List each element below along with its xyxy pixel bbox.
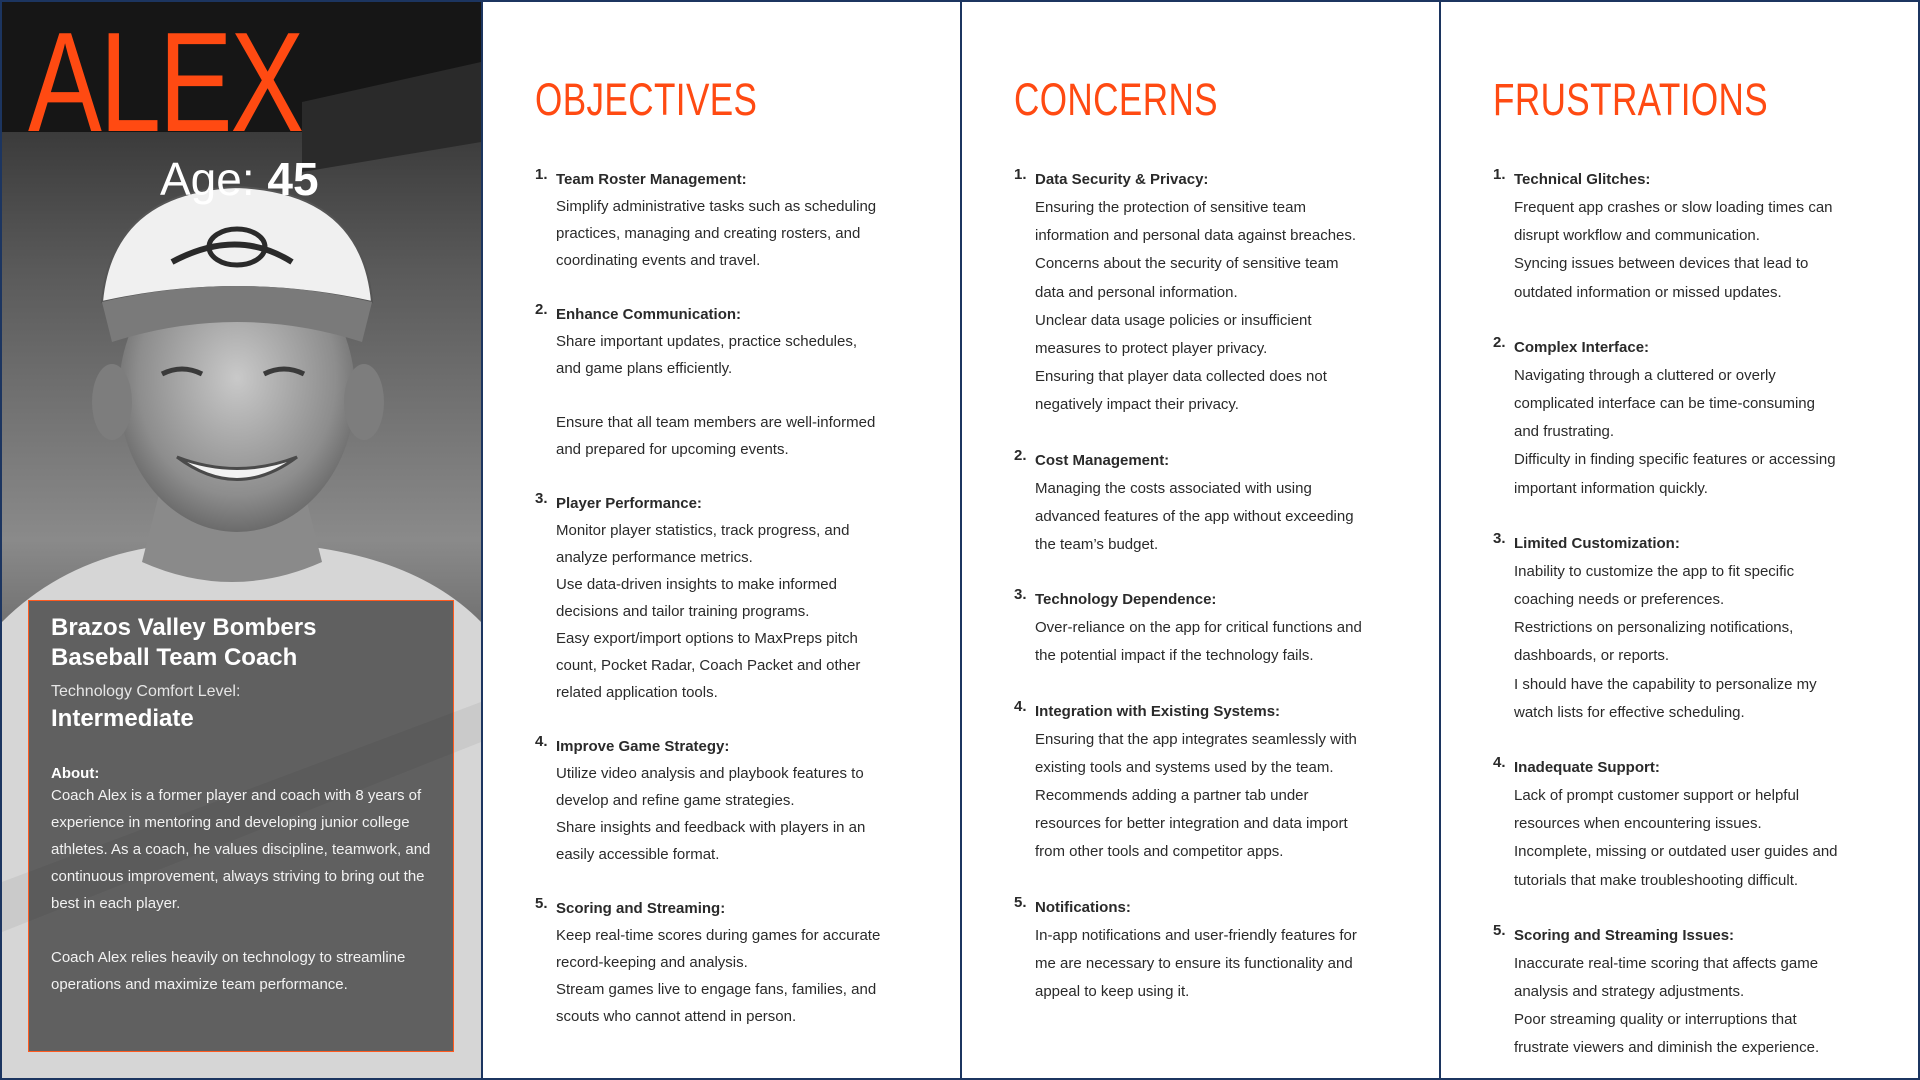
objectives-heading: OBJECTIVES <box>535 74 758 125</box>
list-item-number: 3. <box>1014 586 1027 604</box>
list-item-title: Notifications: <box>1035 898 1131 916</box>
list-item-line <box>556 382 920 409</box>
list-item-number: 4. <box>1493 754 1506 772</box>
list-item-line: Inability to customize the app to fit specific <box>1514 562 1795 580</box>
list-item-line: Share insights and feedback with players in an <box>556 819 866 836</box>
list-item-number: 2. <box>1493 333 1506 351</box>
list-item <box>535 895 920 1030</box>
list-spacer <box>1014 559 1399 586</box>
list-item-number: 3. <box>535 490 548 507</box>
list-spacer <box>1014 420 1399 447</box>
list-item-line: I should have the capability to personalize my <box>1514 675 1817 693</box>
list-item-line: appeal to keep using it. <box>1035 983 1190 1001</box>
concerns-column <box>960 2 1439 1078</box>
tech-comfort-level: Intermediate <box>51 705 194 732</box>
list-item-line: develop and refine game strategies. <box>556 792 795 809</box>
list-item-line: Over-reliance on the app for critical functions and <box>1035 619 1362 637</box>
list-item-line: Easy export/import options to MaxPreps pitch <box>556 630 858 647</box>
list-item-line: outdated information or missed updates. <box>1514 283 1782 301</box>
list-item-line: Concerns about the security of sensitive team <box>1035 255 1339 273</box>
list-item-line: resources for better integration and data import <box>1035 815 1348 833</box>
list-item-line: watch lists for effective scheduling. <box>1514 703 1745 721</box>
list-item-title: Integration with Existing Systems: <box>1035 702 1281 720</box>
list-item-line: coaching needs or preferences. <box>1514 591 1725 609</box>
list-item-line: Poor streaming quality or interruptions that <box>1514 1011 1797 1029</box>
list-item <box>1493 530 1878 727</box>
list-item-title: Team Roster Management: <box>556 171 747 188</box>
list-item-line: disrupt workflow and communication. <box>1514 227 1760 245</box>
list-item-body <box>556 895 920 1030</box>
list-item-body <box>556 490 920 706</box>
list-item-line: Lack of prompt customer support or helpful <box>1514 787 1800 805</box>
list-item-line: Navigating through a cluttered or overly <box>1514 366 1776 384</box>
list-spacer <box>1493 727 1878 754</box>
list-item <box>1493 334 1878 503</box>
list-item-body <box>556 301 920 463</box>
team-role: Baseball Team Coach <box>51 644 298 671</box>
list-item-line: Ensuring that the app integrates seamlessly with <box>1035 730 1357 748</box>
list-item <box>1014 894 1399 1007</box>
list-item-line: decisions and tailor training programs. <box>556 603 810 620</box>
frustrations-column <box>1439 2 1918 1078</box>
concerns-heading: CONCERNS <box>1014 74 1218 125</box>
list-item-line: information and personal data against breaches. <box>1035 227 1357 245</box>
list-item-line: dashboards, or reports. <box>1514 647 1670 665</box>
list-item-body <box>1035 894 1399 1007</box>
list-item <box>535 301 920 463</box>
list-item-line: the potential impact if the technology fails. <box>1035 647 1314 665</box>
list-item-line: analysis and strategy adjustments. <box>1514 983 1745 1001</box>
list-item <box>1014 447 1399 560</box>
list-item-number: 3. <box>1493 529 1506 547</box>
list-item-line: Managing the costs associated with using <box>1035 479 1312 497</box>
list-item-line: Restrictions on personalizing notifications, <box>1514 619 1794 637</box>
list-item-line: Simplify administrative tasks such as scheduling <box>556 198 877 215</box>
frustrations-heading: FRUSTRATIONS <box>1493 74 1769 125</box>
list-item-body <box>1514 166 1878 307</box>
concerns-list <box>1014 166 1399 1006</box>
list-item-line: Keep real-time scores during games for accurate <box>556 927 881 944</box>
list-item-title: Technical Glitches: <box>1514 171 1651 188</box>
about-heading: About: <box>51 765 100 782</box>
list-item-title: Enhance Communication: <box>556 306 742 323</box>
list-item-line: frustrate viewers and diminish the experience. <box>1514 1039 1820 1057</box>
list-item-number: 4. <box>535 733 548 750</box>
list-item-number: 1. <box>1014 166 1027 183</box>
list-spacer <box>535 706 920 733</box>
list-item-body <box>1035 447 1399 560</box>
list-item-title: Cost Management: <box>1035 451 1170 469</box>
list-spacer <box>1493 895 1878 922</box>
list-item-line: Unclear data usage policies or insufficient <box>1035 311 1312 329</box>
list-item-number: 1. <box>1493 166 1506 183</box>
list-item-line: analyze performance metrics. <box>556 549 753 566</box>
list-item-line: data and personal information. <box>1035 283 1238 301</box>
list-item-line: record-keeping and analysis. <box>556 954 748 971</box>
list-item-line: In-app notifications and user-friendly features for <box>1035 926 1357 944</box>
list-spacer <box>1014 671 1399 698</box>
objectives-list <box>535 166 920 1030</box>
list-item-line: Share important updates, practice schedules, <box>556 333 858 350</box>
list-item-number: 4. <box>1014 697 1027 715</box>
list-spacer <box>535 463 920 490</box>
list-item-line: and frustrating. <box>1514 423 1615 441</box>
list-item-title: Data Security & Privacy: <box>1035 171 1209 188</box>
list-spacer <box>1014 867 1399 894</box>
list-item-title: Improve Game Strategy: <box>556 738 730 755</box>
list-item <box>1014 166 1399 420</box>
list-item-line: complicated interface can be time-consuming <box>1514 395 1815 413</box>
list-item-title: Scoring and Streaming Issues: <box>1514 926 1735 944</box>
persona-profile-panel <box>2 2 481 1078</box>
objectives-column <box>481 2 960 1078</box>
list-item-body <box>1035 586 1399 670</box>
list-item <box>1014 586 1399 670</box>
persona-age <box>160 152 319 206</box>
list-item-number: 2. <box>535 301 548 318</box>
about-text <box>51 782 431 998</box>
list-item-line: count, Pocket Radar, Coach Packet and other <box>556 657 861 674</box>
list-item-line: advanced features of the app without exceeding <box>1035 507 1354 525</box>
list-item-title: Scoring and Streaming: <box>556 900 726 917</box>
list-item-line: practices, managing and creating rosters, and <box>556 225 861 242</box>
list-item-line: and prepared for upcoming events. <box>556 441 789 458</box>
list-item-line: coordinating events and travel. <box>556 252 761 269</box>
list-item <box>535 166 920 274</box>
list-item-body <box>1035 166 1399 420</box>
list-item-body <box>1514 530 1878 727</box>
list-item-line: Ensuring that player data collected does not <box>1035 368 1327 386</box>
list-item-line: Recommends adding a partner tab under <box>1035 787 1309 805</box>
persona-name: ALEX <box>28 3 302 162</box>
list-item-line: Incomplete, missing or outdated user guides and <box>1514 843 1838 861</box>
list-item-body <box>556 733 920 868</box>
list-spacer <box>1493 503 1878 530</box>
list-item-line: me are necessary to ensure its functionality and <box>1035 954 1353 972</box>
list-item-line: existing tools and systems used by the team. <box>1035 758 1334 776</box>
list-spacer <box>1493 307 1878 334</box>
list-item-number: 5. <box>1014 893 1027 911</box>
age-value: 45 <box>267 153 319 205</box>
list-item-title: Complex Interface: <box>1514 338 1650 356</box>
about-paragraph: Coach Alex relies heavily on technology to streamline operations and maximize team performance. <box>51 949 406 993</box>
list-spacer <box>535 274 920 301</box>
list-item-line: resources when encountering issues. <box>1514 815 1762 833</box>
list-item-line: Monitor player statistics, track progress, and <box>556 522 850 539</box>
list-item-number: 2. <box>1014 446 1027 464</box>
frustrations-list <box>1493 166 1878 1063</box>
age-label: Age: <box>160 153 255 205</box>
list-item-line: measures to protect player privacy. <box>1035 340 1268 358</box>
list-item-line: Ensure that all team members are well-informed <box>556 414 876 431</box>
list-item-line: Utilize video analysis and playbook features to <box>556 765 864 782</box>
list-spacer <box>535 868 920 895</box>
list-item-title: Inadequate Support: <box>1514 759 1660 777</box>
list-item <box>535 733 920 868</box>
list-item-line: important information quickly. <box>1514 479 1708 497</box>
persona-info-box <box>28 600 454 1052</box>
list-item-line: and game plans efficiently. <box>556 360 733 377</box>
list-item <box>535 490 920 706</box>
list-item-line: scouts who cannot attend in person. <box>556 1008 797 1025</box>
about-paragraph: Coach Alex is a former player and coach with 8 years of experience in mentoring and developing junior college athletes. As a coach, he values discipline, teamwork, and continuous improvement, always striving to bring out the best in each player. <box>51 787 431 912</box>
list-item-line: tutorials that make troubleshooting difficult. <box>1514 871 1799 889</box>
list-item-title: Player Performance: <box>556 495 702 512</box>
list-item-number: 1. <box>535 166 548 183</box>
list-item-line: negatively impact their privacy. <box>1035 396 1239 414</box>
list-item-body <box>1514 922 1878 1063</box>
team-name: Brazos Valley Bombers <box>51 614 317 641</box>
tech-comfort-label: Technology Comfort Level: <box>51 683 241 700</box>
list-item-line: Ensuring the protection of sensitive team <box>1035 199 1306 216</box>
list-item-line: Stream games live to engage fans, families, and <box>556 981 877 998</box>
list-item-line: easily accessible format. <box>556 846 720 863</box>
list-item-line: related application tools. <box>556 684 718 701</box>
list-item-line: Frequent app crashes or slow loading times can <box>1514 199 1833 216</box>
list-item-line: Difficulty in finding specific features or accessing <box>1514 451 1836 469</box>
list-item-line: Inaccurate real-time scoring that affects game <box>1514 954 1819 972</box>
list-item <box>1493 754 1878 895</box>
list-item-body <box>1514 334 1878 503</box>
list-item <box>1493 166 1878 307</box>
list-item-line: Use data-driven insights to make informed <box>556 576 837 593</box>
list-item-line: Syncing issues between devices that lead to <box>1514 255 1809 273</box>
list-item-body <box>1514 754 1878 895</box>
list-item-body <box>1035 698 1399 867</box>
list-item-number: 5. <box>535 895 548 912</box>
list-item <box>1493 922 1878 1063</box>
list-item-title: Limited Customization: <box>1514 534 1680 552</box>
list-item <box>1014 698 1399 867</box>
list-item-number: 5. <box>1493 921 1506 939</box>
list-item-line: from other tools and competitor apps. <box>1035 843 1284 861</box>
list-item-line: the team’s budget. <box>1035 536 1159 554</box>
list-item-title: Technology Dependence: <box>1035 591 1217 609</box>
list-item-body <box>556 166 920 274</box>
